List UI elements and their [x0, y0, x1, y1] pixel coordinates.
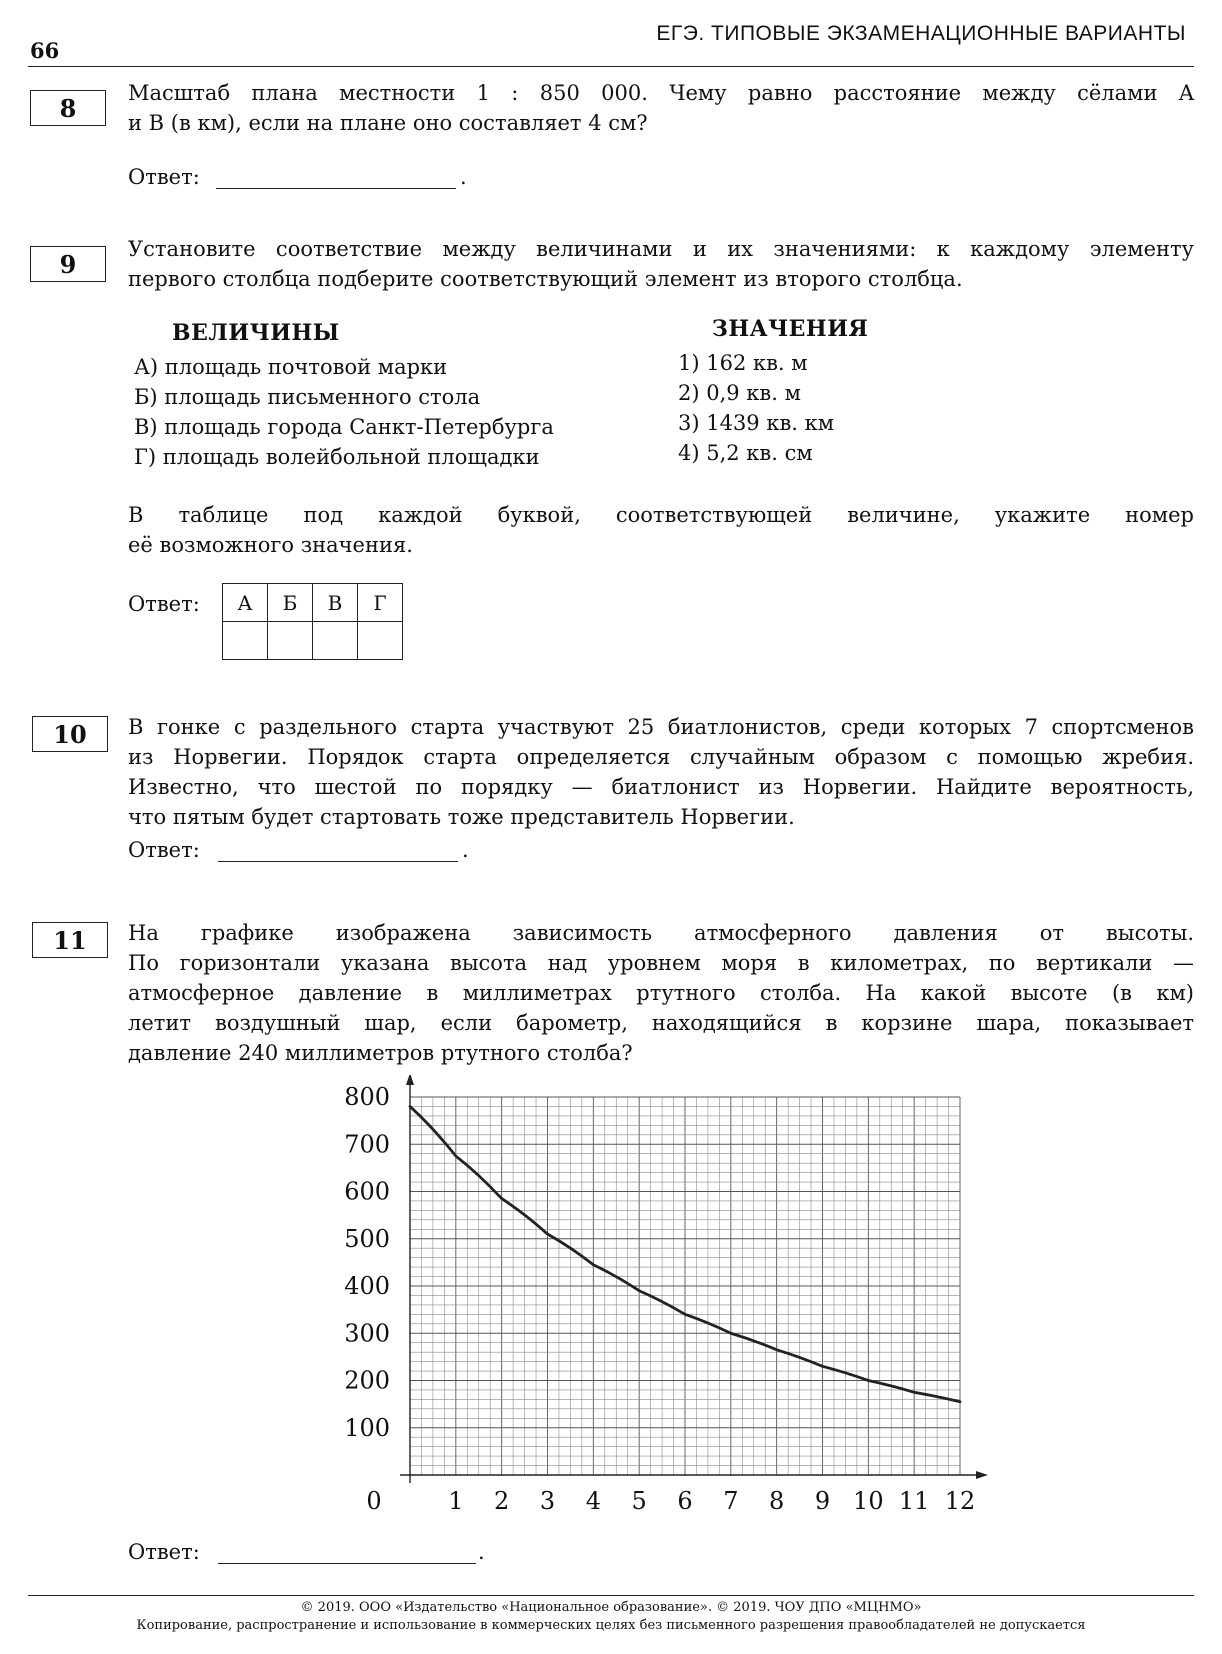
answer-cell[interactable]	[268, 622, 313, 660]
x-tick-label: 3	[539, 1487, 556, 1515]
answer-label: Ответ:	[128, 1540, 200, 1564]
answer-input-line[interactable]	[218, 1563, 476, 1564]
task-10-line: Известно, что шестой по порядку — биатлонист из Норвегии. Найдите вероятность,	[128, 775, 1194, 799]
task-11-line: По горизонтали указана высота над уровнем моря в километрах, по вертикали —	[128, 951, 1194, 975]
quantities-column-title: ВЕЛИЧИНЫ	[172, 320, 340, 346]
list-item: 1) 162 кв. м	[678, 351, 808, 375]
copying-notice: Копирование, распространение и использование в коммерческих целях без письменного разрешения правообладателей не допускается	[136, 1618, 1086, 1633]
y-tick-label: 200	[344, 1366, 390, 1395]
table-header-cell: Г	[358, 584, 403, 622]
answer-input-line[interactable]	[218, 861, 458, 862]
list-item: Г) площадь волейбольной площадки	[134, 445, 540, 469]
task-10-text	[128, 712, 1194, 832]
y-tick-label: 600	[344, 1177, 390, 1206]
x-tick-label: 8	[769, 1487, 785, 1515]
answer-dot: .	[478, 1540, 485, 1564]
list-item: 3) 1439 кв. км	[678, 411, 835, 435]
y-tick-label: 300	[344, 1319, 390, 1348]
x-tick-label: 6	[677, 1487, 693, 1515]
answer-label: Ответ:	[128, 165, 200, 189]
x-tick-label: 4	[585, 1487, 601, 1515]
list-item: А) площадь почтовой марки	[134, 355, 448, 379]
table-header-cell: Б	[268, 584, 313, 622]
list-item: В) площадь города Санкт-Петербурга	[134, 415, 554, 439]
y-axis-arrow	[406, 1075, 414, 1085]
y-tick-label: 800	[344, 1083, 390, 1111]
answer-table	[222, 583, 403, 660]
list-item: 2) 0,9 кв. м	[678, 381, 801, 405]
answer-input-line[interactable]	[216, 188, 456, 189]
x-axis-arrow	[976, 1471, 988, 1479]
pressure-altitude-chart	[310, 1075, 1010, 1525]
task-9-line: первого столбца подберите соответствующий элемент из второго столбца.	[128, 267, 963, 291]
task-8-line: Масштаб плана местности 1 : 850 000. Чему равно расстояние между сёлами A	[128, 81, 1194, 105]
x-tick-label: 0	[366, 1487, 382, 1515]
task-11-line: летит воздушный шар, если барометр, находящийся в корзине шара, показывает	[128, 1011, 1194, 1035]
y-tick-label: 100	[344, 1413, 390, 1442]
task-9-text	[128, 234, 1194, 294]
x-tick-label: 9	[814, 1487, 831, 1515]
footer-rule	[28, 1595, 1194, 1596]
task-8-text	[128, 78, 1194, 138]
answer-label: Ответ:	[128, 838, 200, 862]
answer-dot: .	[460, 165, 467, 189]
task-number-box: 11	[32, 922, 108, 958]
y-tick-label: 500	[344, 1224, 390, 1253]
x-tick-label: 11	[898, 1487, 930, 1515]
answer-label: Ответ:	[128, 592, 200, 616]
y-tick-label: 700	[344, 1130, 390, 1159]
task-10-line: В гонке с раздельного старта участвуют 25 биатлонистов, среди которых 7 спортсменов	[128, 715, 1194, 739]
task-11-text	[128, 918, 1194, 1068]
instruction-line: В таблице под каждой буквой, соответствующей величине, укажите номер	[128, 503, 1194, 527]
answer-dot: .	[462, 838, 469, 862]
table-header-cell: В	[313, 584, 358, 622]
x-tick-label: 2	[494, 1487, 510, 1515]
task-11-line: давление 240 миллиметров ртутного столба?	[128, 1041, 633, 1065]
running-header: ЕГЭ. ТИПОВЫЕ ЭКЗАМЕНАЦИОННЫЕ ВАРИАНТЫ	[656, 22, 1186, 45]
answer-cell[interactable]	[223, 622, 268, 660]
x-tick-label: 5	[631, 1487, 647, 1515]
x-tick-label: 10	[853, 1487, 884, 1515]
list-item: Б) площадь письменного стола	[134, 385, 481, 409]
task-8-line: и B (в км), если на плане оно составляет 4 см?	[128, 111, 648, 135]
x-tick-label: 12	[944, 1487, 976, 1515]
task-11-line: атмосферное давление в миллиметрах ртутного столба. На какой высоте (в км)	[128, 981, 1194, 1005]
values-list	[678, 348, 834, 468]
task-11-line: На графике изображена зависимость атмосферного давления от высоты.	[128, 921, 1194, 945]
chart-grid	[410, 1097, 960, 1475]
header-rule	[28, 66, 1194, 67]
answer-cell[interactable]	[358, 622, 403, 660]
task-number-box: 9	[30, 246, 106, 282]
y-tick-label: 400	[344, 1272, 390, 1300]
values-column-title: ЗНАЧЕНИЯ	[712, 316, 869, 342]
task-10-line: из Норвегии. Порядок старта определяется случайным образом с помощью жребия.	[128, 745, 1194, 769]
task-9-line: Установите соответствие между величинами и их значениями: к каждому элементу	[128, 237, 1194, 261]
page-number: 66	[30, 38, 60, 63]
list-item: 4) 5,2 кв. см	[678, 441, 813, 465]
table-header-cell: А	[223, 584, 268, 622]
task-9-instruction	[128, 500, 1194, 560]
x-tick-label: 1	[448, 1487, 464, 1515]
copyright-line: © 2019. ООО «Издательство «Национальное образование». © 2019. ЧОУ ДПО «МЦНМО»	[300, 1600, 922, 1615]
task-number-box: 10	[32, 716, 108, 752]
answer-cell[interactable]	[313, 622, 358, 660]
instruction-line: её возможного значения.	[128, 533, 413, 557]
task-10-line: что пятым будет стартовать тоже представитель Норвегии.	[128, 805, 795, 829]
quantities-list	[134, 352, 554, 472]
x-tick-label: 7	[723, 1487, 739, 1515]
task-number-box: 8	[30, 90, 106, 126]
